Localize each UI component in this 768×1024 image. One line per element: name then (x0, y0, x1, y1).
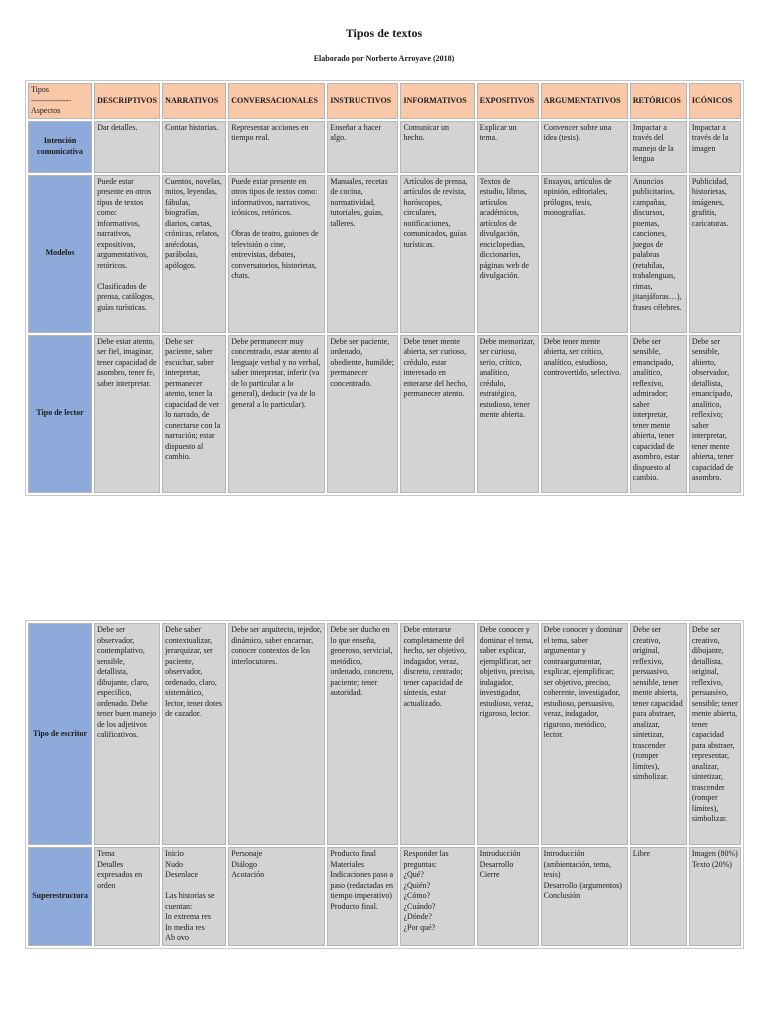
table-cell: Debe tener mente abierta, ser curioso, crédulo, estar interesado en enterarse del hecho, permanecer atento. (400, 335, 474, 493)
row-header-superestructura: Superestructura (28, 847, 92, 946)
table-cell: Puede estar presente en otros tipos de textos como: informativos, narrativos, expositivos, argumentativos, retóricos. Clasificados de prensa, catálogos, guías turísticas. (94, 175, 160, 333)
table-cell: Debe ser ducho en lo que enseña, generoso, servicial, metódico, ordenado, concreto, paciente; tener autoridad. (327, 623, 398, 845)
column-header: CONVERSACIONALES (228, 83, 325, 119)
column-header: DESCRIPTIVOS (94, 83, 160, 119)
table-cell: Introducción (ambientación, tema, tesis) Desarrollo (argumentos) Conclusión (541, 847, 628, 946)
table-cell: Debe conocer y dominar el tema, saber explicar, ejemplificar, ser objetivo, preciso, indagador, investigador, estudioso, veraz, riguroso, lector. (477, 623, 539, 845)
table-cell: Debe ser sensible, emancipado, analítico, reflexivo, admirador; saber interpretar, tener mente abierta, tener capacidad de asombro, estar dispuesto al cambio. (630, 335, 687, 493)
table-cell: Debe ser creativo, dibujante, detallista, original, reflexivo, persuasivo, sensible; tener mente abierta, tener capacidad para abstraer, representar, analizar, sintetizar, trascender (romper límites), simbolizar. (689, 623, 741, 845)
table-cell: Debe ser paciente, saber escuchar, saber interpretar, permanecer atento, tener la capacidad de ver lo narrado, de conectarse con la narración; estar dispuesto al cambio. (162, 335, 226, 493)
table-cell: Inicio Nudo Desenlace Las historias se cuentan: In extrema res In media res Ab ovo (162, 847, 226, 946)
corner-tipos: Tipos (31, 85, 49, 94)
table-cell: Cuentos, novelas, mitos, leyendas, fábulas, biografías, diarios, cartas, crónicas, relatos, anécdotas, parábolas, apólogos. (162, 175, 226, 333)
table-cell: Debe permanecer muy concentrado, estar atento al lenguaje verbal y no verbal, saber interpretar, inferir (va de lo particular a lo general), deducir (va de lo general a lo particular). (228, 335, 325, 493)
row-header-modelos: Modelos (28, 175, 92, 333)
row-header-escritor: Tipo de escritor (28, 623, 92, 845)
column-header: INSTRUCTIVOS (327, 83, 398, 119)
table-cell: Debe estar atento, ser fiel, imaginar, tener capacidad de asombro, tener fe, saber interpretar. (94, 335, 160, 493)
corner-cell (28, 83, 92, 119)
table-cell: Comunicar un hecho. (400, 121, 474, 173)
table-cell: Imagen (80%) Texto (20%) (689, 847, 741, 946)
table-cell: Debe saber contextualizar, jerarquizar, ser paciente, observador, ordenado, claro, sistemático, lector, tener dotes de cazador. (162, 623, 226, 845)
document-title: Tipos de textos (345, 26, 423, 40)
table-cell: Debe ser sensible, abierto, observador, detallista, emancipado, analítico, reflexivo; saber interpretar, tener mente abierta, tener capacidad de asombro. (689, 335, 741, 493)
table-cell: Puede estar presente en otros tipos de textos como: informativos, narrativos, icónicos, retóricos. Obras de teatro, guiones de televisión o cine, entrevistas, debates, conversatorios, historietas, chats. (228, 175, 325, 333)
table-cell: Debe enterarse completamente del hecho, ser objetivo, indagador, veraz, discreto, centrado; tener capacidad de síntesis, estar actualizado. (400, 623, 474, 845)
table-cell: Personaje Diálogo Acotación (228, 847, 325, 946)
table-cell: Enseñar a hacer algo. (327, 121, 398, 173)
document-subtitle: Elaborado por Norberto Arroyave (2018) (313, 54, 455, 63)
text-types-table-part-1 (25, 80, 744, 496)
table-cell: Debe tener mente abierta, ser crítico, analítico, estudioso, controvertido, selectivo. (541, 335, 628, 493)
table-cell: Representar acciones en tiempo real. (228, 121, 325, 173)
table-cell: Textos de estudio, libros, artículos académicos, artículos de divulgación, enciclopedias, diccionarios, páginas web de divulgación. (477, 175, 539, 333)
column-header: NARRATIVOS (162, 83, 226, 119)
header-row (28, 83, 741, 119)
table-cell: Manuales, recetas de cocina, normatividad, tutoriales, guías, talleres. (327, 175, 398, 333)
table-cell: Producto final Materiales Indicaciones paso a paso (redactadas en tiempo imperativo) Producto final. (327, 847, 398, 946)
corner-aspectos: Aspectos (31, 106, 61, 115)
table-cell: Debe ser paciente, ordenado, obediente, humilde; permanecer concentrado. (327, 335, 398, 493)
table-cell: Debe ser arquitecto, tejedor, dinámico, saber encarnar, conocer contextos de los interlocutores. (228, 623, 325, 845)
table-row (28, 121, 741, 173)
table-row (28, 335, 741, 493)
table-row (28, 847, 741, 946)
table-row (28, 623, 741, 845)
table-cell: Contar historias. (162, 121, 226, 173)
text-types-table-part-2 (25, 620, 744, 949)
table-cell: Artículos de prensa, artículos de revista, horóscopos, circulares, notificaciones, comunicados, guías turísticas. (400, 175, 474, 333)
column-header: INFORMATIVOS (400, 83, 474, 119)
table-cell: Dar detalles. (94, 121, 160, 173)
table-cell: Impactar a través del manejo de la lengua (630, 121, 687, 173)
row-header-lector: Tipo de lector (28, 335, 92, 493)
table-row (28, 175, 741, 333)
corner-dash: --------------- (31, 95, 71, 105)
column-header: ARGUMENTATIVOS (541, 83, 628, 119)
table-cell: Introducción Desarrollo Cierre (477, 847, 539, 946)
table-cell: Tema Detalles expresados en orden (94, 847, 160, 946)
table-cell: Convencer sobre una idea (tesis). (541, 121, 628, 173)
table-cell: Impactar a través de la imagen (689, 121, 741, 173)
table-cell: Debe memorizar, ser curioso, serio, crítico, analítico, crédulo, estratégico, estudioso, tener mente abierta. (477, 335, 539, 493)
table-cell: Libre (630, 847, 687, 946)
column-header: RETÓRICOS (630, 83, 687, 119)
table-cell: Publicidad, historietas, imágenes, grafitis, caricaturas. (689, 175, 741, 333)
table-cell: Explicar un tema. (477, 121, 539, 173)
table-cell: Ensayos, artículos de opinión, editoriales, prólogos, tesis, monografías. (541, 175, 628, 333)
column-header: EXPOSITIVOS (477, 83, 539, 119)
table-cell: Responder las preguntas: ¿Qué? ¿Quién? ¿Cómo? ¿Cuándo? ¿Dónde? ¿Por qué? (400, 847, 474, 946)
table-cell: Debe ser creativo, original, reflexivo, persuasivo, sensible, tener mente abierta, tener capacidad para abstraer, analizar, sintetizar, trascender (romper límites), simbolizar. (630, 623, 687, 845)
table-cell: Debe ser observador, contemplativo, sensible, detallista, dibujante, claro, específico, ordenado. Debe tener buen manejo de los adjetivos calificativos. (94, 623, 160, 845)
table-cell: Anuncios publicitarios, campañas, discursos, poemas, canciones, juegos de palabras (retahílas, trabalenguas, rimas, jitanjáforas…), frases célebres. (630, 175, 687, 333)
row-header-intencion: Intención comunicativa (28, 121, 92, 173)
table-cell: Debe conocer y dominar el tema, saber argumentar y contraargumentar, explicar, ejemplificar; ser objetivo, preciso, coherente, investigador, estudioso, persuasivo, veraz, indagador, riguroso, metódico, lector. (541, 623, 628, 845)
column-header: ICÓNICOS (689, 83, 741, 119)
